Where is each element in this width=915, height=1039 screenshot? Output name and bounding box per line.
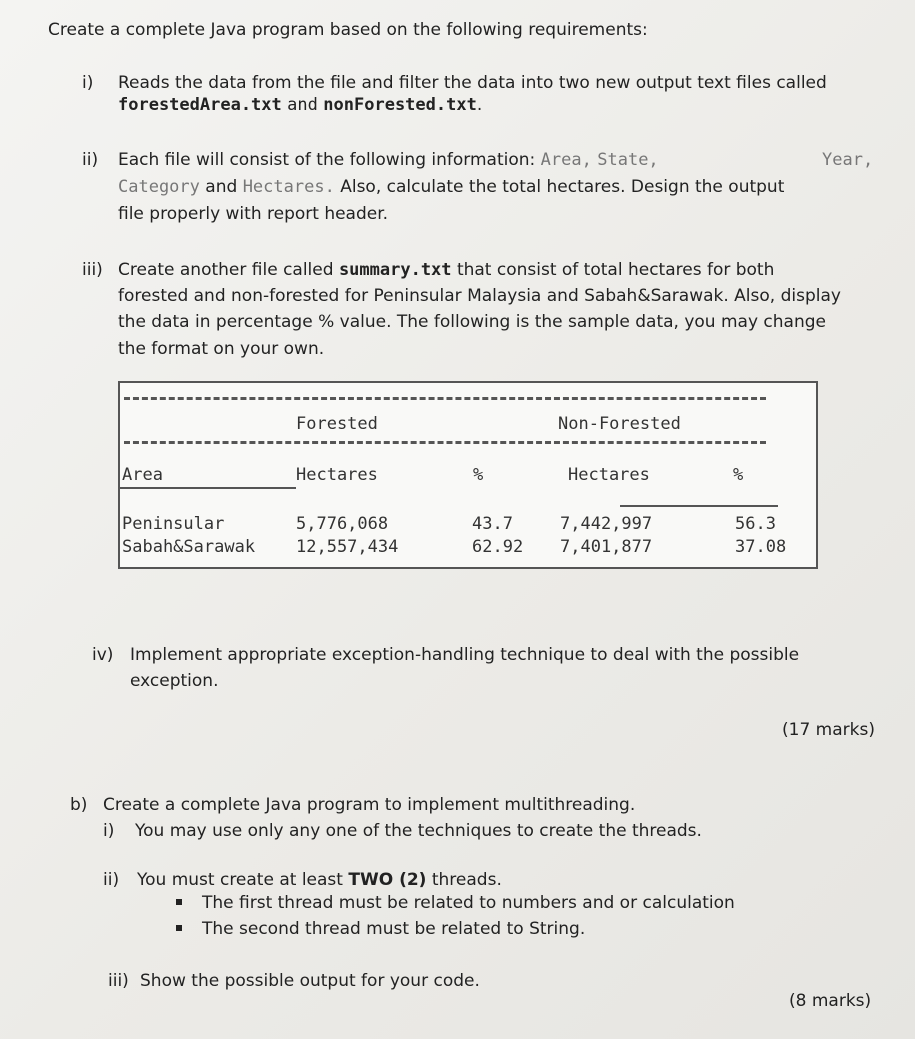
row-area: Sabah&Sarawak bbox=[122, 537, 256, 557]
row-forested-hectares: 12,557,434 bbox=[296, 537, 399, 557]
field-state: State, bbox=[597, 150, 659, 170]
row-area: Peninsular bbox=[122, 514, 225, 534]
marks-part-b: (8 marks) bbox=[789, 991, 872, 1011]
item-i-number: i) bbox=[82, 73, 94, 93]
col-header-percent-2: % bbox=[733, 465, 744, 485]
part-b-iii-number: iii) bbox=[108, 971, 129, 991]
item-iii-suffix: that consist of total hectares for both bbox=[456, 260, 775, 280]
item-iv-number: iv) bbox=[92, 645, 114, 665]
part-b-ii-number: ii) bbox=[103, 870, 120, 890]
table-rule-right bbox=[620, 505, 778, 507]
row-nonforested-percent: 56.3 bbox=[735, 514, 776, 534]
part-b-ii-prefix: You must create at least bbox=[137, 870, 343, 890]
item-i-line2 bbox=[118, 92, 482, 118]
item-iv-line1: Implement appropriate exception-handling technique to deal with the possible bbox=[130, 645, 800, 665]
item-ii-number: ii) bbox=[82, 150, 99, 170]
item-i-period: . bbox=[476, 95, 483, 115]
part-b-ii-suffix: threads. bbox=[431, 870, 502, 890]
bullet-icon bbox=[176, 925, 182, 931]
part-b-label: b) bbox=[70, 795, 88, 815]
item-ii-rest: Also, calculate the total hectares. Design the output bbox=[340, 177, 785, 197]
bullet-icon bbox=[176, 899, 182, 905]
item-iii-prefix: Create another file called bbox=[118, 260, 334, 280]
item-iv-line2: exception. bbox=[130, 671, 219, 691]
bullet-item-2: The second thread must be related to String. bbox=[202, 919, 586, 939]
item-iii-line1 bbox=[118, 257, 774, 283]
question-heading: Create a complete Java program based on the following requirements: bbox=[48, 20, 648, 40]
col-header-percent: % bbox=[473, 465, 484, 485]
row-nonforested-hectares: 7,401,877 bbox=[560, 537, 653, 557]
file-summary: summary.txt bbox=[338, 260, 452, 280]
col-header-hectares-2: Hectares bbox=[568, 465, 650, 485]
item-ii-line2 bbox=[118, 174, 784, 200]
col-header-area: Area bbox=[122, 465, 163, 485]
table-dash-top bbox=[124, 397, 766, 400]
bullet-item-1: The first thread must be related to numbers and or calculation bbox=[202, 893, 735, 913]
col-header-hectares: Hectares bbox=[296, 465, 378, 485]
row-forested-percent: 43.7 bbox=[472, 514, 513, 534]
part-b-i-text: You may use only any one of the techniques to create the threads. bbox=[135, 821, 702, 841]
item-i-and: and bbox=[287, 95, 318, 115]
marks-part-a: (17 marks) bbox=[782, 720, 875, 740]
item-iii-line4: the format on your own. bbox=[118, 339, 325, 359]
file-forested-area: forestedArea.txt bbox=[118, 95, 282, 115]
item-ii-prefix: Each file will consist of the following information: bbox=[118, 150, 536, 170]
table-rule-left bbox=[120, 487, 296, 489]
item-i-line1: Reads the data from the file and filter the data into two new output text files called bbox=[118, 73, 827, 93]
part-b-ii-bold: TWO (2) bbox=[348, 870, 427, 890]
row-nonforested-percent: 37.08 bbox=[735, 537, 787, 557]
part-b-i-number: i) bbox=[103, 821, 115, 841]
item-iii-line3: the data in percentage % value. The following is the sample data, you may change bbox=[118, 312, 826, 332]
item-ii-line3: file properly with report header. bbox=[118, 204, 389, 224]
part-b-title: Create a complete Java program to implement multithreading. bbox=[103, 795, 636, 815]
part-b-iii-text: Show the possible output for your code. bbox=[140, 971, 480, 991]
group-nonforested-label: Non-Forested bbox=[558, 414, 681, 434]
item-ii-and: and bbox=[205, 177, 238, 197]
row-forested-percent: 62.92 bbox=[472, 537, 524, 557]
row-nonforested-hectares: 7,442,997 bbox=[560, 514, 653, 534]
file-non-forested: nonForested.txt bbox=[323, 95, 477, 115]
item-iii-number: iii) bbox=[82, 260, 103, 280]
field-year: Year, bbox=[822, 150, 874, 170]
sample-output-table bbox=[118, 381, 818, 569]
item-iii-line2: forested and non-forested for Peninsular Malaysia and Sabah&Sarawak. Also, display bbox=[118, 286, 841, 306]
field-hectares: Hectares. bbox=[242, 177, 335, 197]
row-forested-hectares: 5,776,068 bbox=[296, 514, 389, 534]
item-ii-line1 bbox=[118, 147, 659, 173]
field-category: Category bbox=[118, 177, 200, 197]
field-area: Area, bbox=[540, 150, 592, 170]
table-dash-middle bbox=[124, 441, 766, 444]
group-forested-label: Forested bbox=[296, 414, 378, 434]
